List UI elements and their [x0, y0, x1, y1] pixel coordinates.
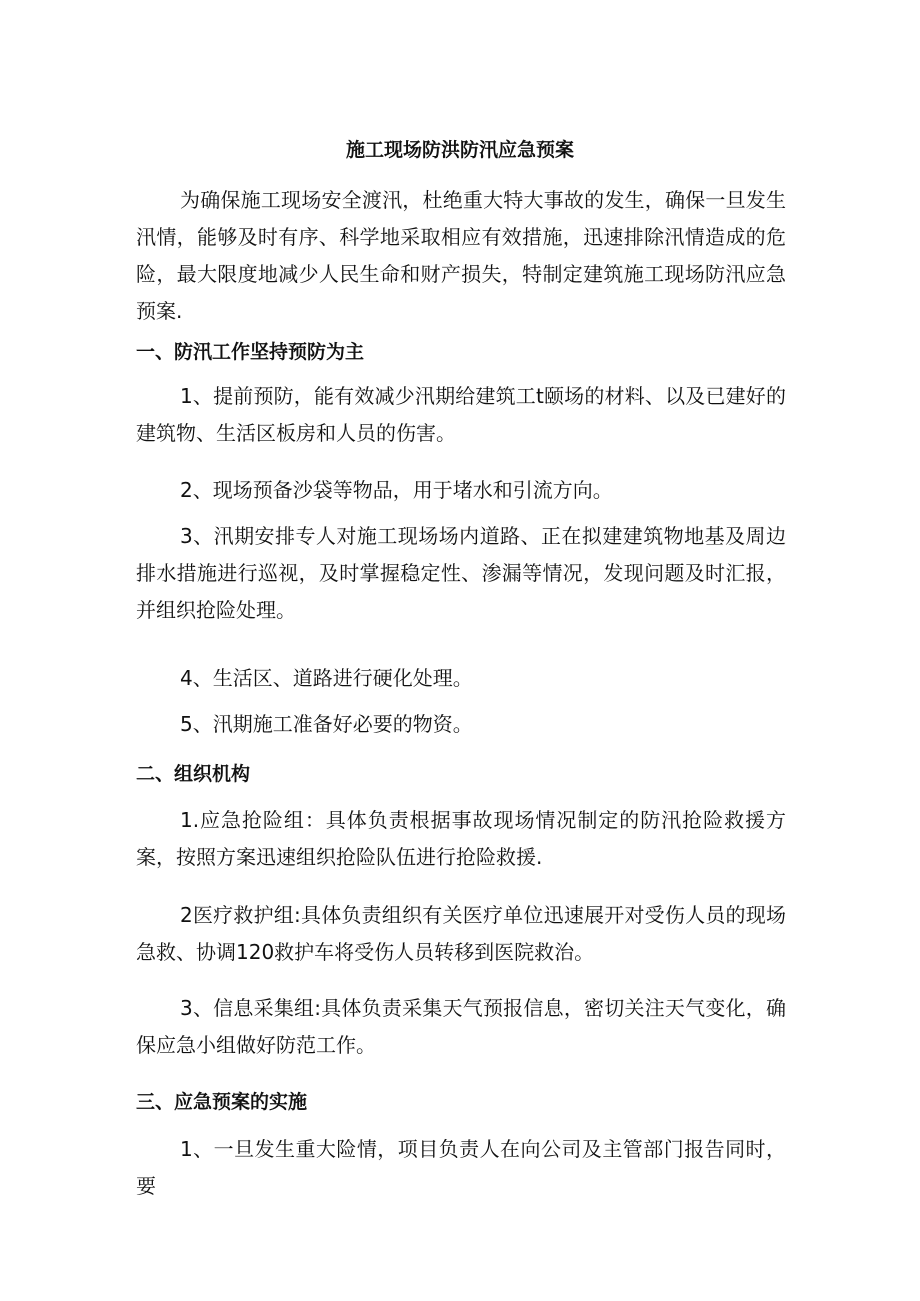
section-2-item-1: 1.应急抢险组：具体负责根据事故现场情况制定的防汛抢险救援方案，按照方案迅速组织抢险队伍进行抢险救援.	[136, 808, 786, 869]
section-1-item-1: 1、提前预防，能有效减少汛期给建筑工t颐场的材料、以及已建好的建筑物、生活区板房和人员的伤害。	[136, 384, 786, 445]
section-1-item-5: 5、汛期施工准备好必要的物资。	[180, 712, 473, 736]
section-heading-2: 二、组织机构	[136, 763, 251, 785]
section-1-item-4: 4、生活区、道路进行硬化处理。	[180, 666, 473, 690]
section-2-item-3: 3、信息采集组:具体负责采集天气预报信息，密切关注天气变化，确保应急小组做好防范工作。	[136, 996, 786, 1057]
section-1-item-3: 3、汛期安排专人对施工现场场内道路、正在拟建建筑物地基及周边排水措施进行巡视，及时掌握稳定性、渗漏等情况，发现问题及时汇报，并组织抢险处理。	[136, 524, 786, 622]
section-heading-1: 一、防汛工作坚持预防为主	[136, 341, 365, 363]
document-title: 施工现场防洪防汛应急预案	[345, 139, 574, 161]
section-heading-3: 三、应急预案的实施	[136, 1091, 308, 1113]
section-2-item-2: 2医疗救护组:具体负责组织有关医疗单位迅速展开对受伤人员的现场急救、协调120救护车将受伤人员转移到医院救治。	[136, 903, 786, 964]
section-1-item-2: 2、现场预备沙袋等物品，用于堵水和引流方向。	[180, 478, 613, 502]
section-3-item-1: 1、一旦发生重大险情，项目负责人在向公司及主管部门报告同时，要	[136, 1137, 786, 1198]
intro-paragraph: 为确保施工现场安全渡汛，杜绝重大特大事故的发生，确保一旦发生汛情，能够及时有序、科学地采取相应有效措施，迅速排除汛情造成的危险，最大限度地减少人民生命和财产损失，特制定建筑施工现场防汛应急预案.	[136, 188, 786, 323]
